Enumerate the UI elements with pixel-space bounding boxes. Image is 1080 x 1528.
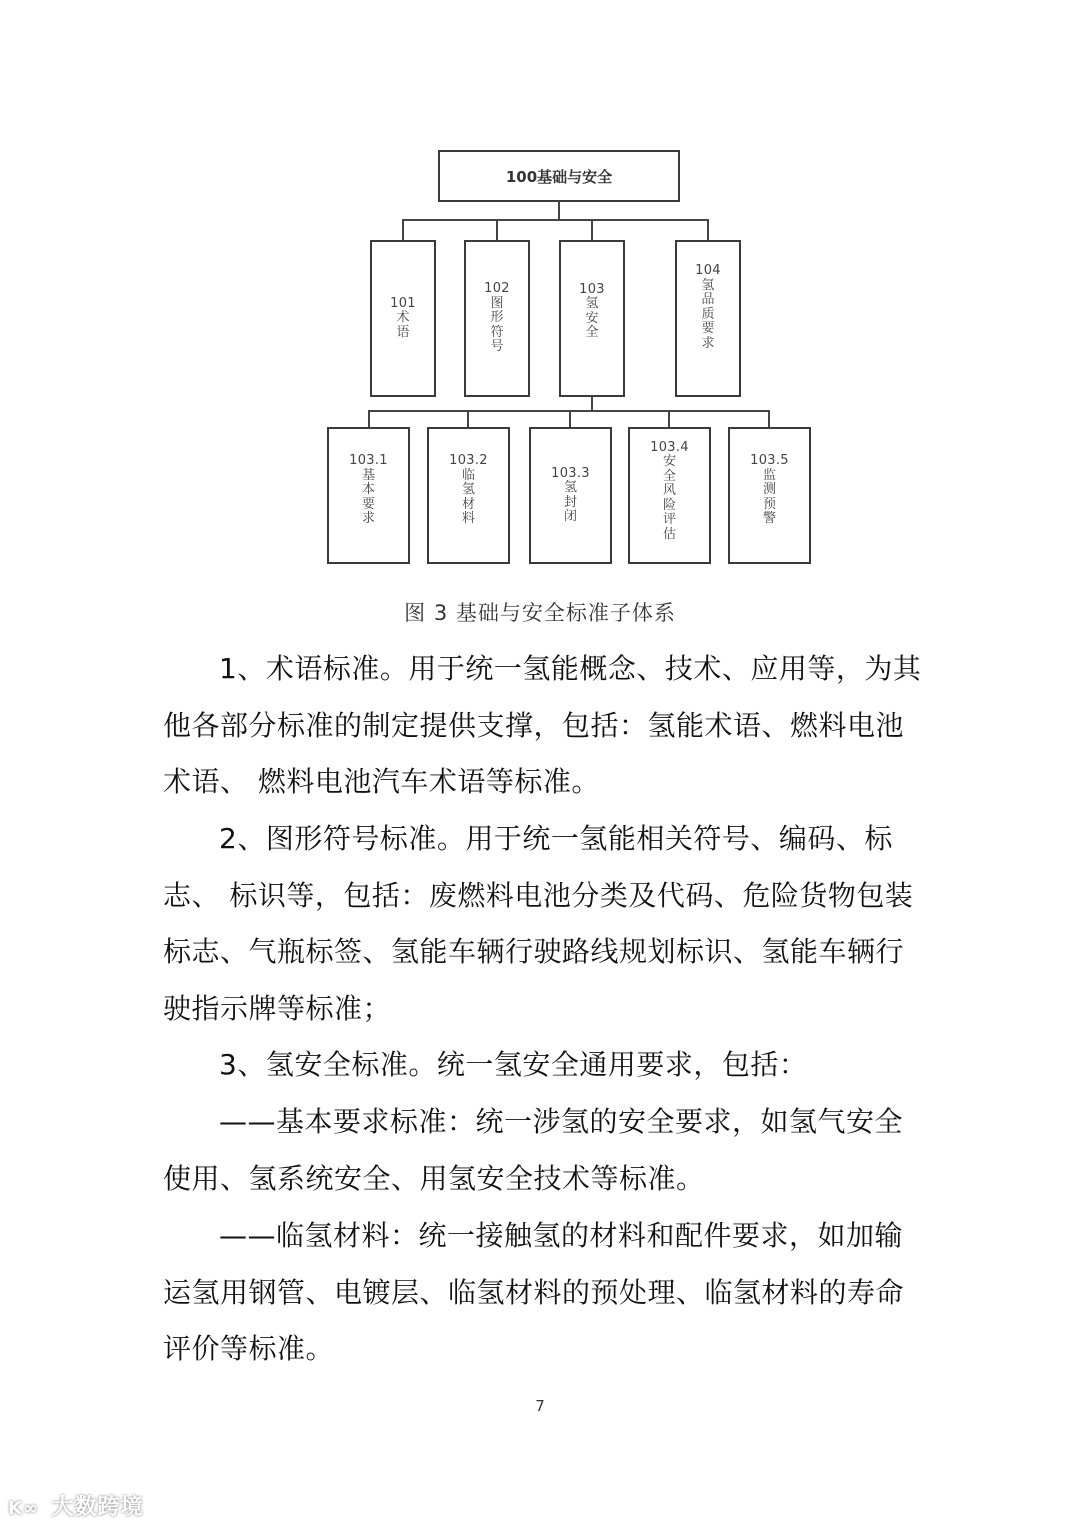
node-label: 监测预警 (762, 467, 776, 527)
node-number: 103.4 (650, 439, 689, 455)
paragraph-hydrogen-safety (163, 1037, 923, 1094)
node-label: 临氢材料 (461, 467, 475, 527)
paragraph-text: ——临氢材料：统一接触氢的材料和配件要求，如加输运氢用钢管、电镀层、临氢材料的预处理、临氢材料的寿命评价等标准。 (163, 1219, 905, 1365)
paragraph-basic-requirements (163, 1094, 923, 1207)
watermark (8, 1490, 144, 1521)
node-number: 104 (695, 263, 721, 278)
node-label: 氢封闭 (563, 480, 577, 524)
node-103-1-box (327, 427, 410, 564)
page-number: 7 (535, 1397, 545, 1415)
node-103-2-box (427, 427, 510, 564)
node-103-5-box (728, 427, 811, 564)
connector-line (668, 410, 670, 428)
figure-caption: 图 3 基础与安全标准子体系 (404, 601, 676, 625)
paragraph-text: 2、图形符号标准。用于统一氢能相关符号、编码、标志、 标识等，包括：废燃料电池分类及代码、危险货物包装标志、气瓶标签、氢能车辆行驶路线规划标识、氢能车辆行驶指示牌等标准； (163, 822, 914, 1025)
node-label: 氢安全 (585, 296, 599, 340)
node-number: 103.2 (449, 453, 488, 469)
connector-line (368, 410, 370, 428)
watermark-logo-icon: K∞ (8, 1498, 39, 1519)
paragraph-graphic-symbols (163, 811, 923, 1037)
connector-line (496, 219, 498, 241)
node-label: 图形符号 (490, 295, 504, 355)
node-101-box (370, 240, 436, 397)
node-number: 102 (484, 281, 510, 297)
connector-line (402, 219, 404, 241)
node-104-box (675, 240, 741, 397)
node-number: 103.3 (551, 465, 590, 481)
node-label: 安全风险评估 (662, 454, 676, 542)
node-103-3-box (529, 427, 612, 564)
paragraph-text: 1、术语标准。用于统一氢能概念、技术、应用等，为其他各部分标准的制定提供支撑，包括：氢能术语、燃料电池术语、 燃料电池汽车术语等标准。 (163, 652, 922, 798)
node-label: 氢品质要求 (701, 277, 715, 351)
paragraph-hydrogen-materials (163, 1208, 923, 1378)
connector-line (467, 410, 469, 428)
connector-line (402, 219, 708, 221)
connector-line (707, 219, 709, 241)
root-node-box (438, 150, 680, 202)
connector-line (591, 219, 593, 241)
root-node-label: 100基础与安全 (505, 167, 613, 186)
node-number: 103 (579, 281, 605, 297)
node-number: 103.5 (750, 453, 789, 469)
paragraph-text: ——基本要求标准：统一涉氢的安全要求，如氢气安全使用、氢系统安全、用氢安全技术等标准。 (163, 1105, 904, 1195)
node-102-box (464, 240, 530, 397)
node-103-box (559, 240, 625, 397)
connector-line (558, 201, 560, 221)
paragraph-text: 3、氢安全标准。统一氢安全通用要求，包括： (219, 1048, 808, 1081)
node-number: 101 (390, 295, 416, 311)
node-number: 103.1 (349, 453, 388, 469)
node-label: 基本要求 (361, 467, 375, 527)
paragraph-terminology (163, 641, 923, 811)
node-103-4-box (628, 427, 711, 564)
org-chart-diagram (0, 0, 1080, 590)
node-label: 术语 (396, 310, 410, 340)
connector-line (768, 410, 770, 428)
connector-line (569, 410, 571, 428)
watermark-text: 大数跨境 (51, 1495, 144, 1520)
